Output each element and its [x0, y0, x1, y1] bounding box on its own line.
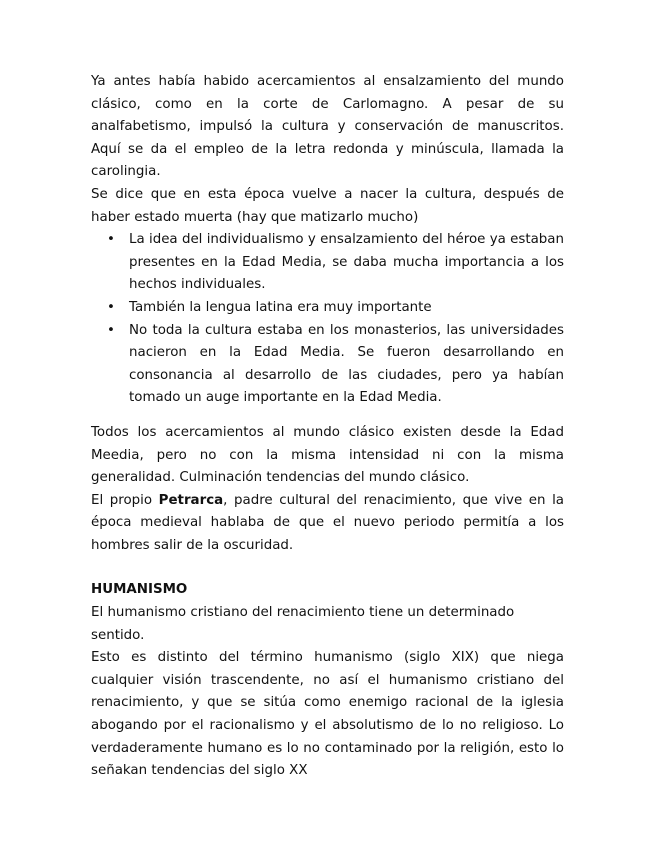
paragraph-renacer-cultura: Se dice que en esta época vuelve a nacer la cultura, después de haber estado muerta (hay que matizarlo mucho) — [91, 186, 564, 225]
paragraph-humanismo-siglo-xix: Esto es distinto del término humanismo (siglo XIX) que niega cualquier visión trascendente, no así el humanismo cristiano del renacimiento, y que se sitúa como enemigo racional de la iglesia abogando por el racionalismo y el absolutismo de lo no religioso. Lo verdaderamente humano es lo no contaminado por la religión, esto lo señakan tendencias del siglo XX — [91, 650, 564, 779]
petrarca-name: Petrarca — [158, 492, 224, 508]
bullet-icon: • — [107, 232, 115, 248]
bullet-icon: • — [107, 299, 115, 315]
petrarca-intro-text: El propio — [91, 492, 159, 508]
document-body — [91, 71, 564, 783]
list-item — [107, 229, 564, 297]
section-heading: HUMANISMO — [91, 582, 188, 598]
paragraph-petrarca — [91, 490, 564, 558]
bullet-icon: • — [107, 322, 115, 338]
paragraph-humanismo-cristiano: El humanismo cristiano del renacimiento tiene un determinado sentido. — [91, 605, 515, 643]
petrarca-rest-text: , padre cultural del renacimiento, que vive en la época medieval hablaba de que el nuevo periodo permitía a los hombres salir de la oscuridad. — [91, 492, 564, 553]
section-spacer — [91, 557, 564, 579]
list-item — [107, 320, 564, 410]
list-item — [107, 297, 564, 320]
bullet-list — [91, 229, 564, 410]
paragraph-acercamientos: Todos los acercamientos al mundo clásico existen desde la Edad Meedia, pero no con la misma intensidad ni con la misma generalidad. Culminación tendencias del mundo clásico. — [91, 424, 564, 486]
list-item-text: También la lengua latina era muy importante — [129, 299, 432, 315]
paragraph-carlomagno: Ya antes había habido acercamientos al ensalzamiento del mundo clásico, como en la corte de Carlomagno. A pesar de su analfabetismo, impulsó la cultura y conservación de manuscritos. Aquí se da el empleo de la letra redonda y minúscula, llamada la carolingia. — [91, 74, 564, 180]
list-item-text: La idea del individualismo y ensalzamiento del héroe ya estaban presentes en la Edad Media, se daba mucha importancia a los hechos individuales. — [129, 232, 564, 293]
list-item-text: No toda la cultura estaba en los monasterios, las universidades nacieron en la Edad Media. Se fueron desarrollando en consonancia al desarrollo de las ciudades, pero ya habían tomado un auge importante en la Edad Media. — [129, 322, 564, 406]
